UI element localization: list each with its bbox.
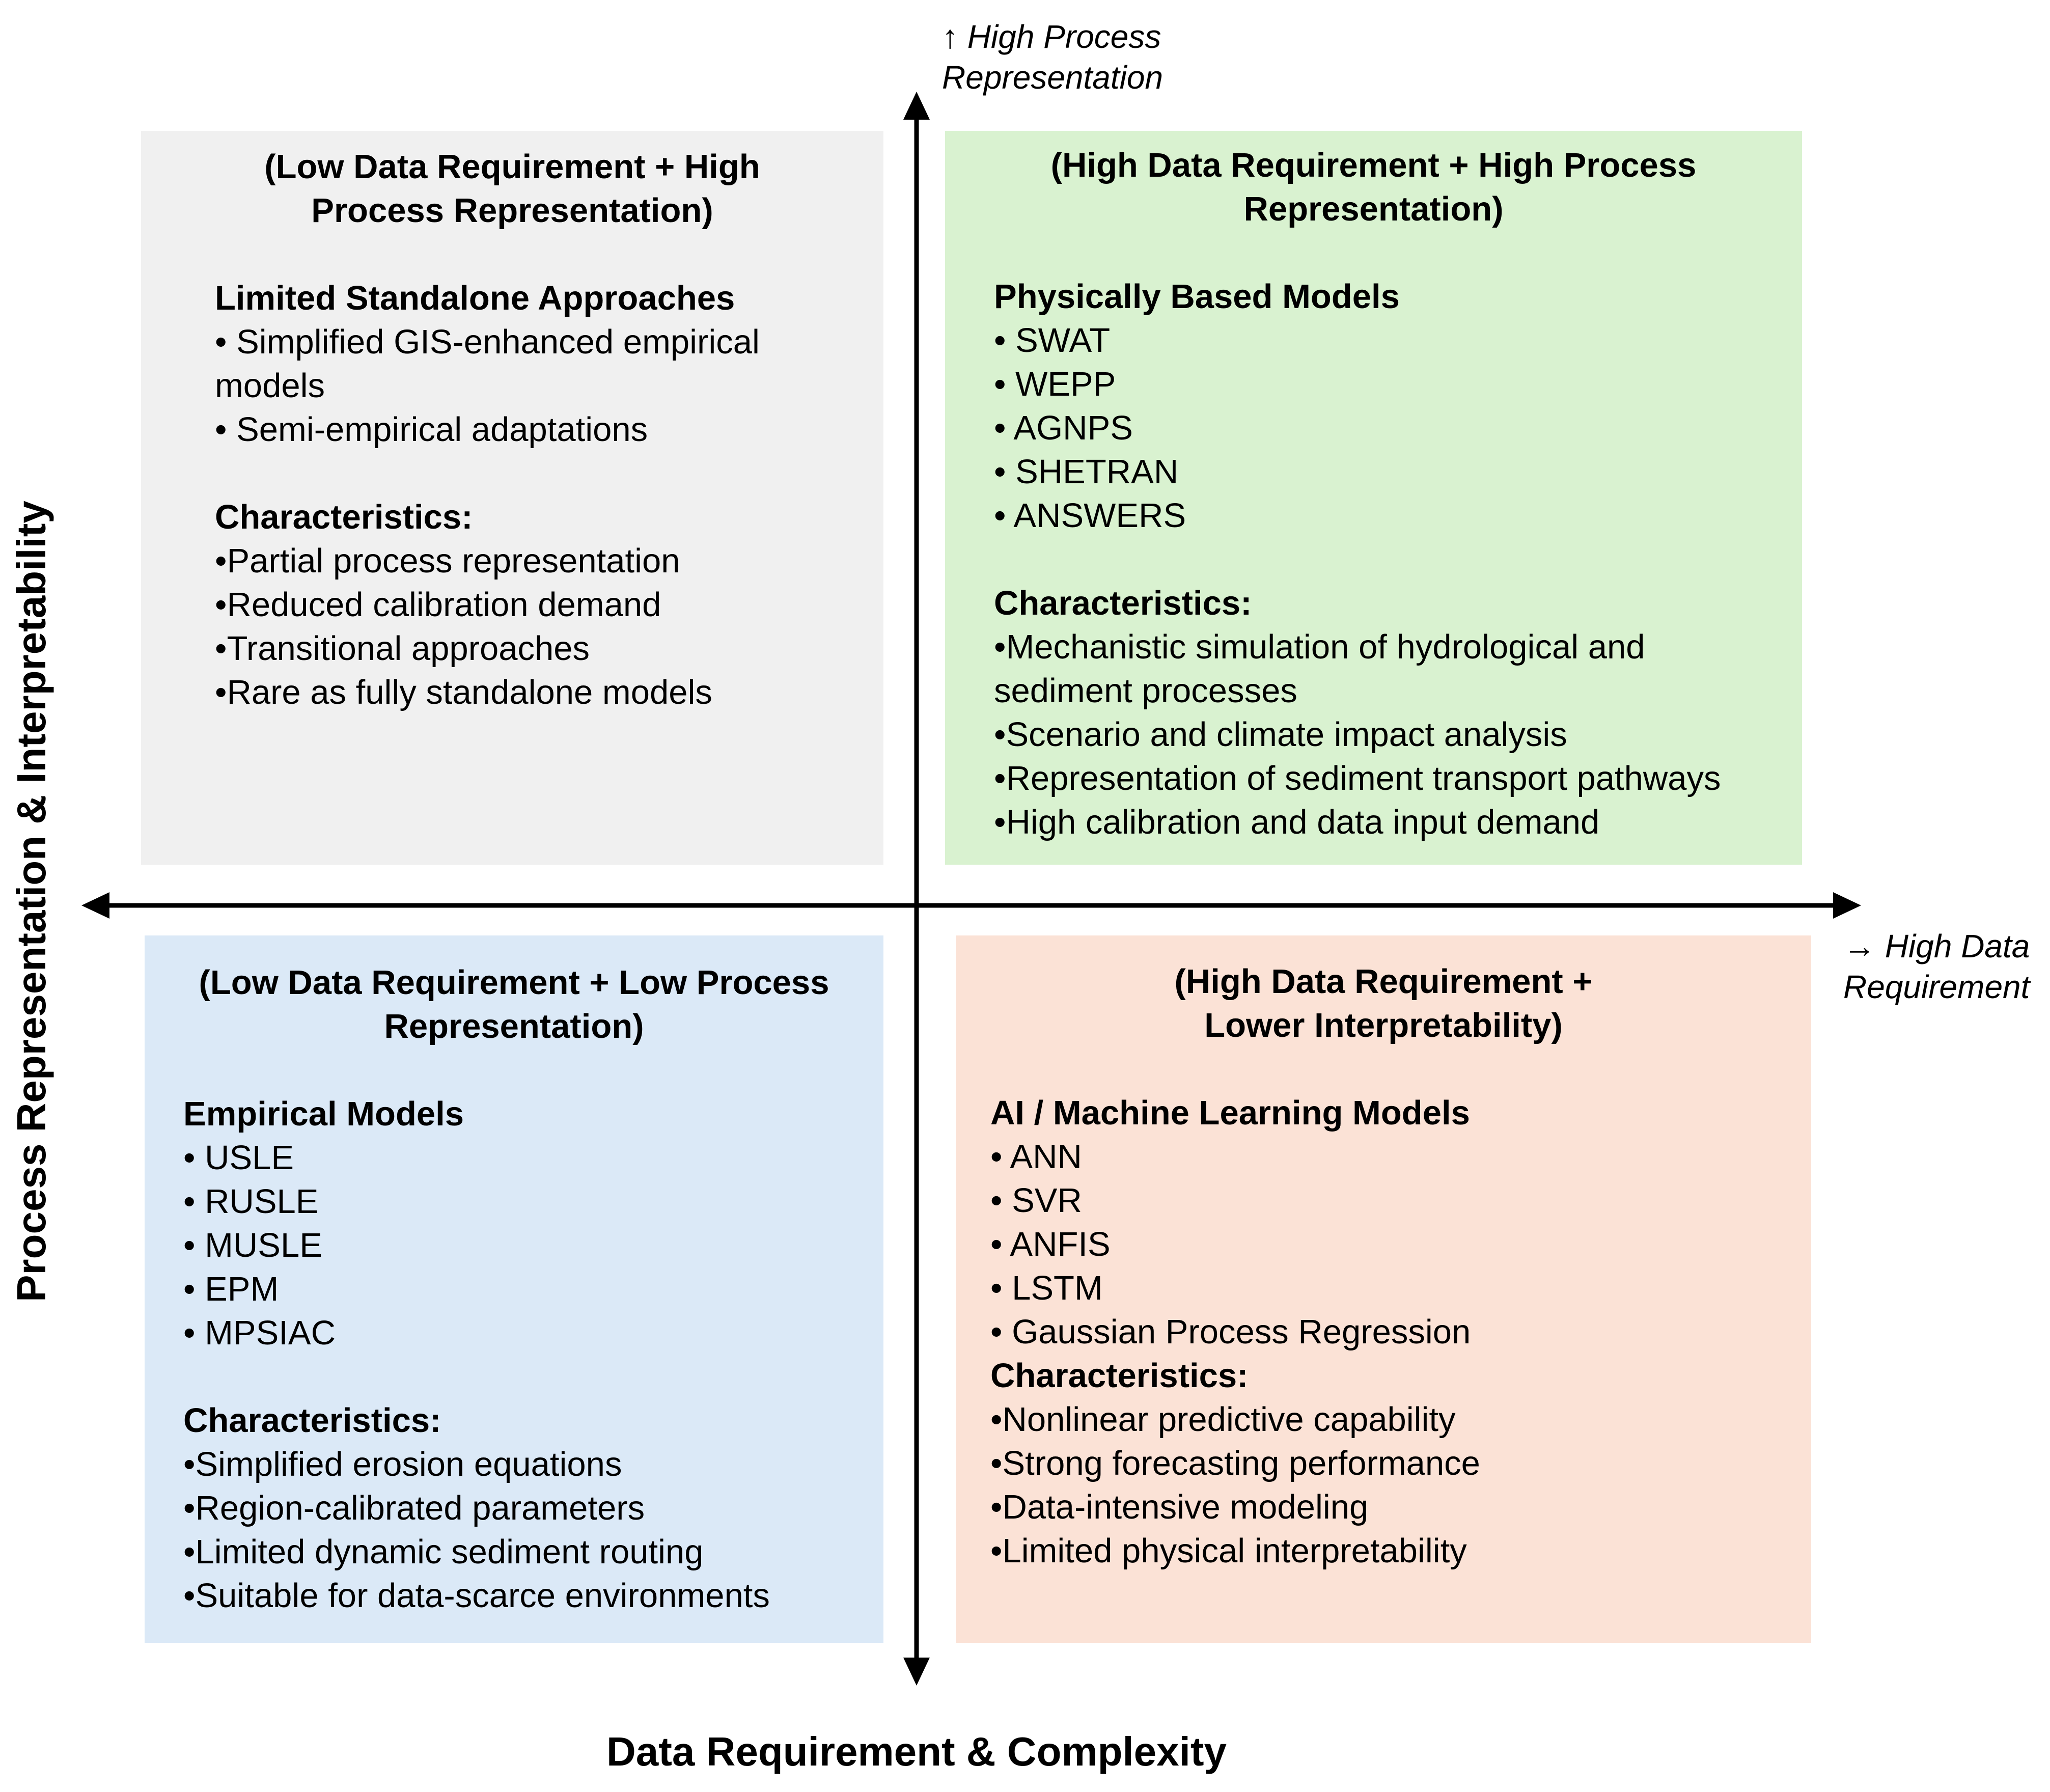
list-item: • EPM — [183, 1270, 279, 1308]
list-item: •Limited physical interpretability — [990, 1532, 1467, 1570]
list-item: •Partial process representation — [215, 542, 680, 580]
characteristics-list — [183, 1443, 883, 1618]
heading-line: (High Data Requirement + — [1174, 962, 1593, 1001]
list-item: • SVR — [990, 1181, 1082, 1220]
group-title: Limited Standalone Approaches — [215, 279, 735, 317]
list-item: • Simplified GIS-enhanced empirical — [215, 323, 760, 361]
x-axis-title: Data Requirement & Complexity — [606, 1729, 1227, 1774]
list-item: •Scenario and climate impact analysis — [994, 715, 1567, 754]
list-item: • RUSLE — [183, 1182, 319, 1221]
list-item: •Strong forecasting performance — [990, 1444, 1480, 1482]
y-axis-top-arrowhead — [903, 92, 930, 120]
list-item: • SWAT — [994, 321, 1111, 360]
y-axis-title: Process Representation & Interpretability — [9, 501, 54, 1302]
list-item: sediment processes — [994, 672, 1297, 710]
y-axis-end-label — [942, 16, 1163, 98]
list-item: •Reduced calibration demand — [215, 586, 661, 624]
characteristics-list — [990, 1398, 1811, 1573]
list-item: • ANN — [990, 1138, 1082, 1176]
heading-line: Representation) — [384, 1007, 644, 1045]
x-axis-end-label-line-2: Requirement — [1843, 969, 2030, 1005]
model-list — [183, 1136, 883, 1355]
quadrant-heading — [956, 960, 1811, 1047]
list-item: • USLE — [183, 1139, 294, 1177]
group-title: AI / Machine Learning Models — [990, 1094, 1470, 1132]
quadrant-top-left — [141, 131, 883, 865]
model-list — [990, 1135, 1811, 1354]
quadrant-heading — [141, 145, 883, 233]
list-item: •Simplified erosion equations — [183, 1445, 622, 1483]
x-axis-end-label-line-1: → High Data — [1843, 928, 2030, 964]
x-axis-end-label — [1843, 926, 2030, 1007]
quadrant-heading — [145, 961, 883, 1049]
list-item: •Limited dynamic sediment routing — [183, 1533, 704, 1571]
list-item: • SHETRAN — [994, 453, 1179, 491]
y-axis-bottom-arrowhead — [903, 1658, 930, 1686]
y-axis-end-label-line-1: ↑ High Process — [942, 18, 1161, 55]
heading-line: Lower Interpretability) — [1204, 1006, 1563, 1044]
characteristics-list — [994, 625, 1802, 844]
heading-line: (Low Data Requirement + High — [264, 148, 760, 186]
heading-line: Representation) — [1243, 190, 1504, 228]
list-item: •Suitable for data-scarce environments — [183, 1577, 770, 1615]
list-item: • ANFIS — [990, 1225, 1111, 1263]
x-axis-left-arrowhead — [81, 892, 109, 919]
quadrant-heading — [945, 144, 1802, 231]
list-item: • MUSLE — [183, 1226, 322, 1264]
group-title: Physically Based Models — [994, 278, 1400, 316]
x-axis-right-arrowhead — [1833, 892, 1861, 919]
list-item: •High calibration and data input demand — [994, 803, 1600, 841]
list-item: • Gaussian Process Regression — [990, 1313, 1471, 1351]
list-item: •Transitional approaches — [215, 629, 590, 668]
characteristics-title: Characteristics: — [990, 1357, 1249, 1395]
list-item: • LSTM — [990, 1269, 1103, 1307]
list-item: •Region-calibrated parameters — [183, 1489, 645, 1527]
list-item: models — [215, 367, 325, 405]
list-item: •Nonlinear predictive capability — [990, 1400, 1456, 1439]
model-list — [994, 319, 1802, 538]
model-list — [215, 320, 883, 452]
list-item: • Semi-empirical adaptations — [215, 410, 648, 449]
list-item: • ANSWERS — [994, 497, 1186, 535]
characteristics-title: Characteristics: — [994, 584, 1252, 622]
heading-line: (Low Data Requirement + Low Process — [199, 963, 829, 1002]
heading-line: (High Data Requirement + High Process — [1050, 146, 1697, 184]
quadrant-top-right — [945, 131, 1802, 865]
characteristics-title: Characteristics: — [183, 1401, 441, 1440]
y-axis-end-label-line-2: Representation — [942, 59, 1163, 96]
list-item: •Representation of sediment transport pathways — [994, 759, 1721, 797]
list-item: • WEPP — [994, 365, 1116, 403]
characteristics-title: Characteristics: — [215, 498, 473, 536]
list-item: • AGNPS — [994, 409, 1133, 447]
group-title: Empirical Models — [183, 1095, 464, 1133]
list-item: •Mechanistic simulation of hydrological and — [994, 628, 1645, 666]
list-item: •Rare as fully standalone models — [215, 673, 712, 711]
heading-line: Process Representation) — [311, 191, 713, 230]
quadrant-bottom-left — [145, 935, 883, 1643]
list-item: •Data-intensive modeling — [990, 1488, 1369, 1526]
list-item: • MPSIAC — [183, 1314, 336, 1352]
characteristics-list — [215, 539, 883, 714]
quadrant-bottom-right — [956, 935, 1811, 1643]
